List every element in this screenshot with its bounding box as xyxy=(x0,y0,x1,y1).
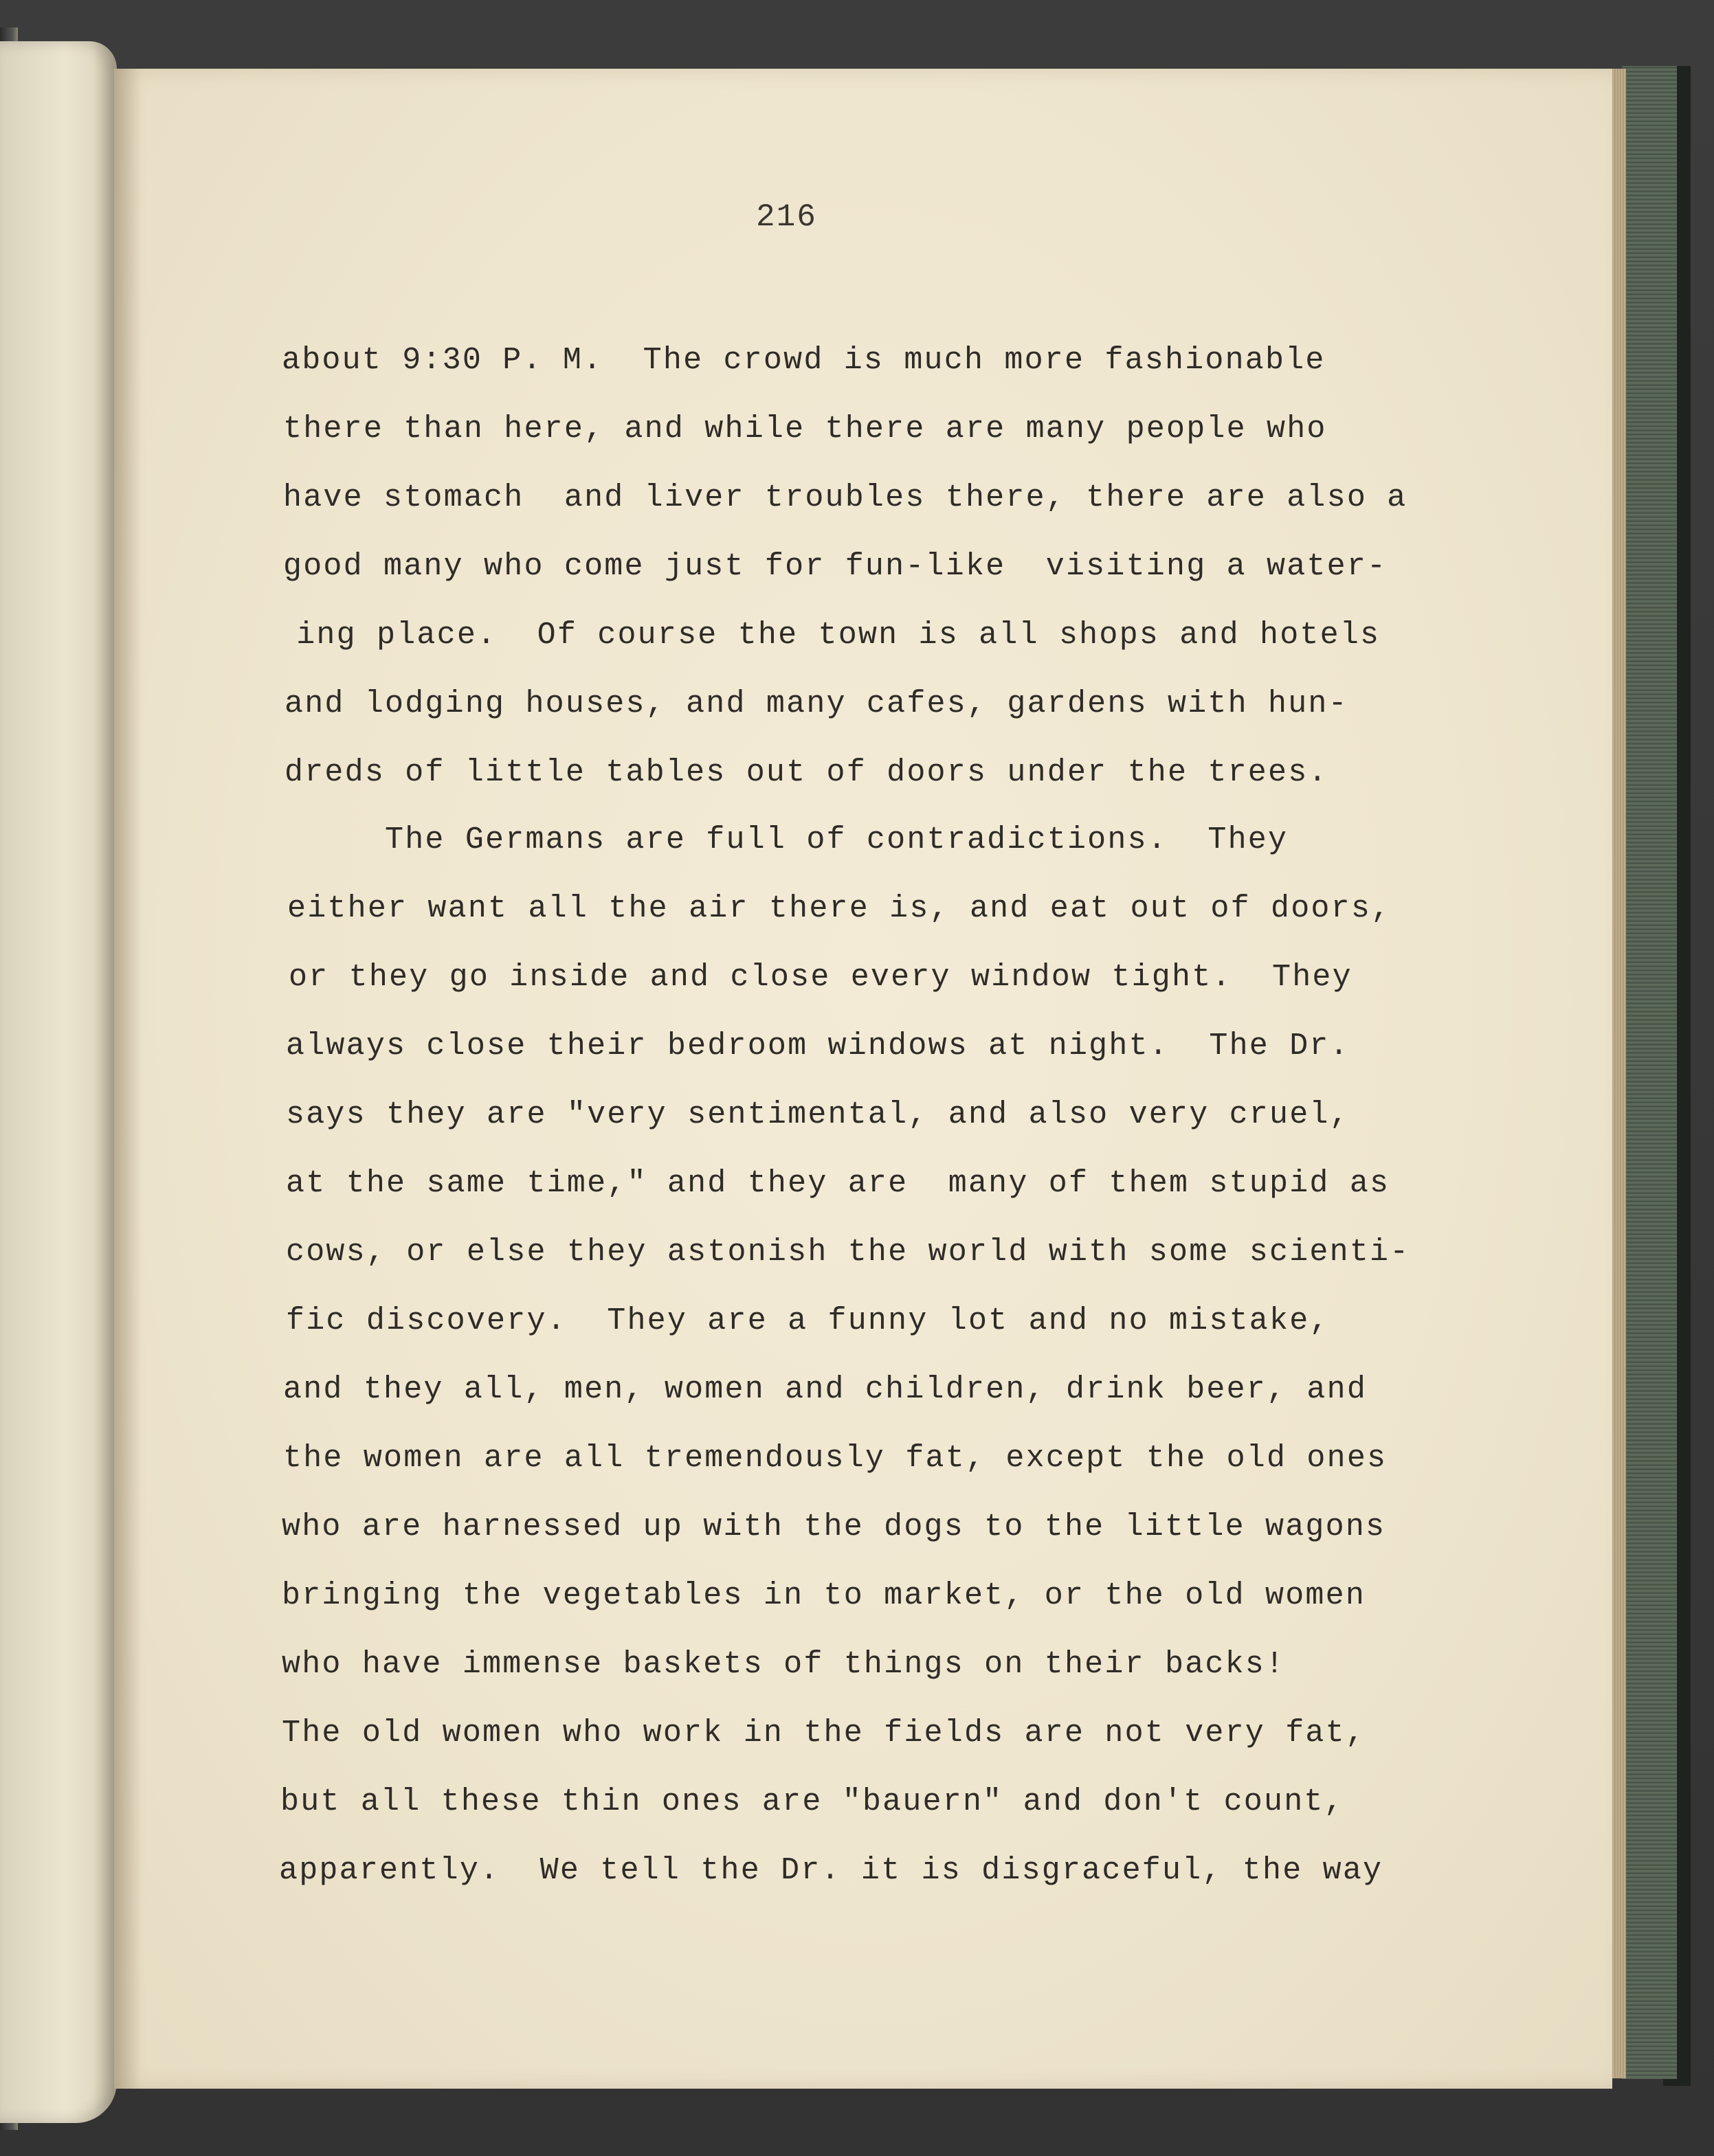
text-line: says they are "very sentimental, and also very cruel, xyxy=(286,1097,1350,1132)
gutter-shadow xyxy=(114,69,142,2089)
text-line: and lodging houses, and many cafes, gardens with hun- xyxy=(285,686,1348,721)
text-line: have stomach and liver troubles there, there are also a xyxy=(283,480,1407,515)
text-line: who are harnessed up with the dogs to the little wagons xyxy=(282,1509,1386,1545)
text-line: who have immense baskets of things on their backs! xyxy=(282,1647,1286,1682)
text-line: dreds of little tables out of doors under the trees. xyxy=(285,755,1328,790)
page-stack-edges xyxy=(1611,69,1626,2078)
text-line: the women are all tremendously fat, except the old ones xyxy=(283,1441,1388,1476)
text-line: fic discovery. They are a funny lot and no mistake, xyxy=(286,1303,1330,1338)
text-line: but all these thin ones are "bauern" and don't count, xyxy=(280,1784,1344,1819)
text-line: and they all, men, women and children, drink beer, and xyxy=(283,1372,1368,1407)
text-line: bringing the vegetables in to market, or the old women xyxy=(282,1578,1366,1613)
text-line: cows, or else they astonish the world with some scienti- xyxy=(286,1235,1410,1270)
book-cover-cloth xyxy=(1622,66,1677,2079)
text-line: good many who come just for fun-like visiting a water- xyxy=(283,549,1388,584)
text-line: The old women who work in the fields are not very fat, xyxy=(282,1716,1366,1751)
facing-page xyxy=(0,41,117,2123)
text-line: about 9:30 P. M. The crowd is much more fashionable xyxy=(282,343,1326,378)
text-line: either want all the air there is, and eat out of doors, xyxy=(287,891,1392,926)
text-line: or they go inside and close every window tight. They xyxy=(289,960,1353,995)
text-line: always close their bedroom windows at night. The Dr. xyxy=(286,1029,1350,1064)
text-line: there than here, and while there are many people who xyxy=(283,412,1327,447)
text-line: at the same time," and they are many of them stupid as xyxy=(286,1166,1390,1201)
text-line: The Germans are full of contradictions. They xyxy=(285,822,1289,857)
text-line: apparently. We tell the Dr. it is disgraceful, the way xyxy=(279,1853,1383,1888)
text-line: ing place. Of course the town is all shops and hotels xyxy=(276,618,1381,653)
page-number: 216 xyxy=(756,199,817,235)
